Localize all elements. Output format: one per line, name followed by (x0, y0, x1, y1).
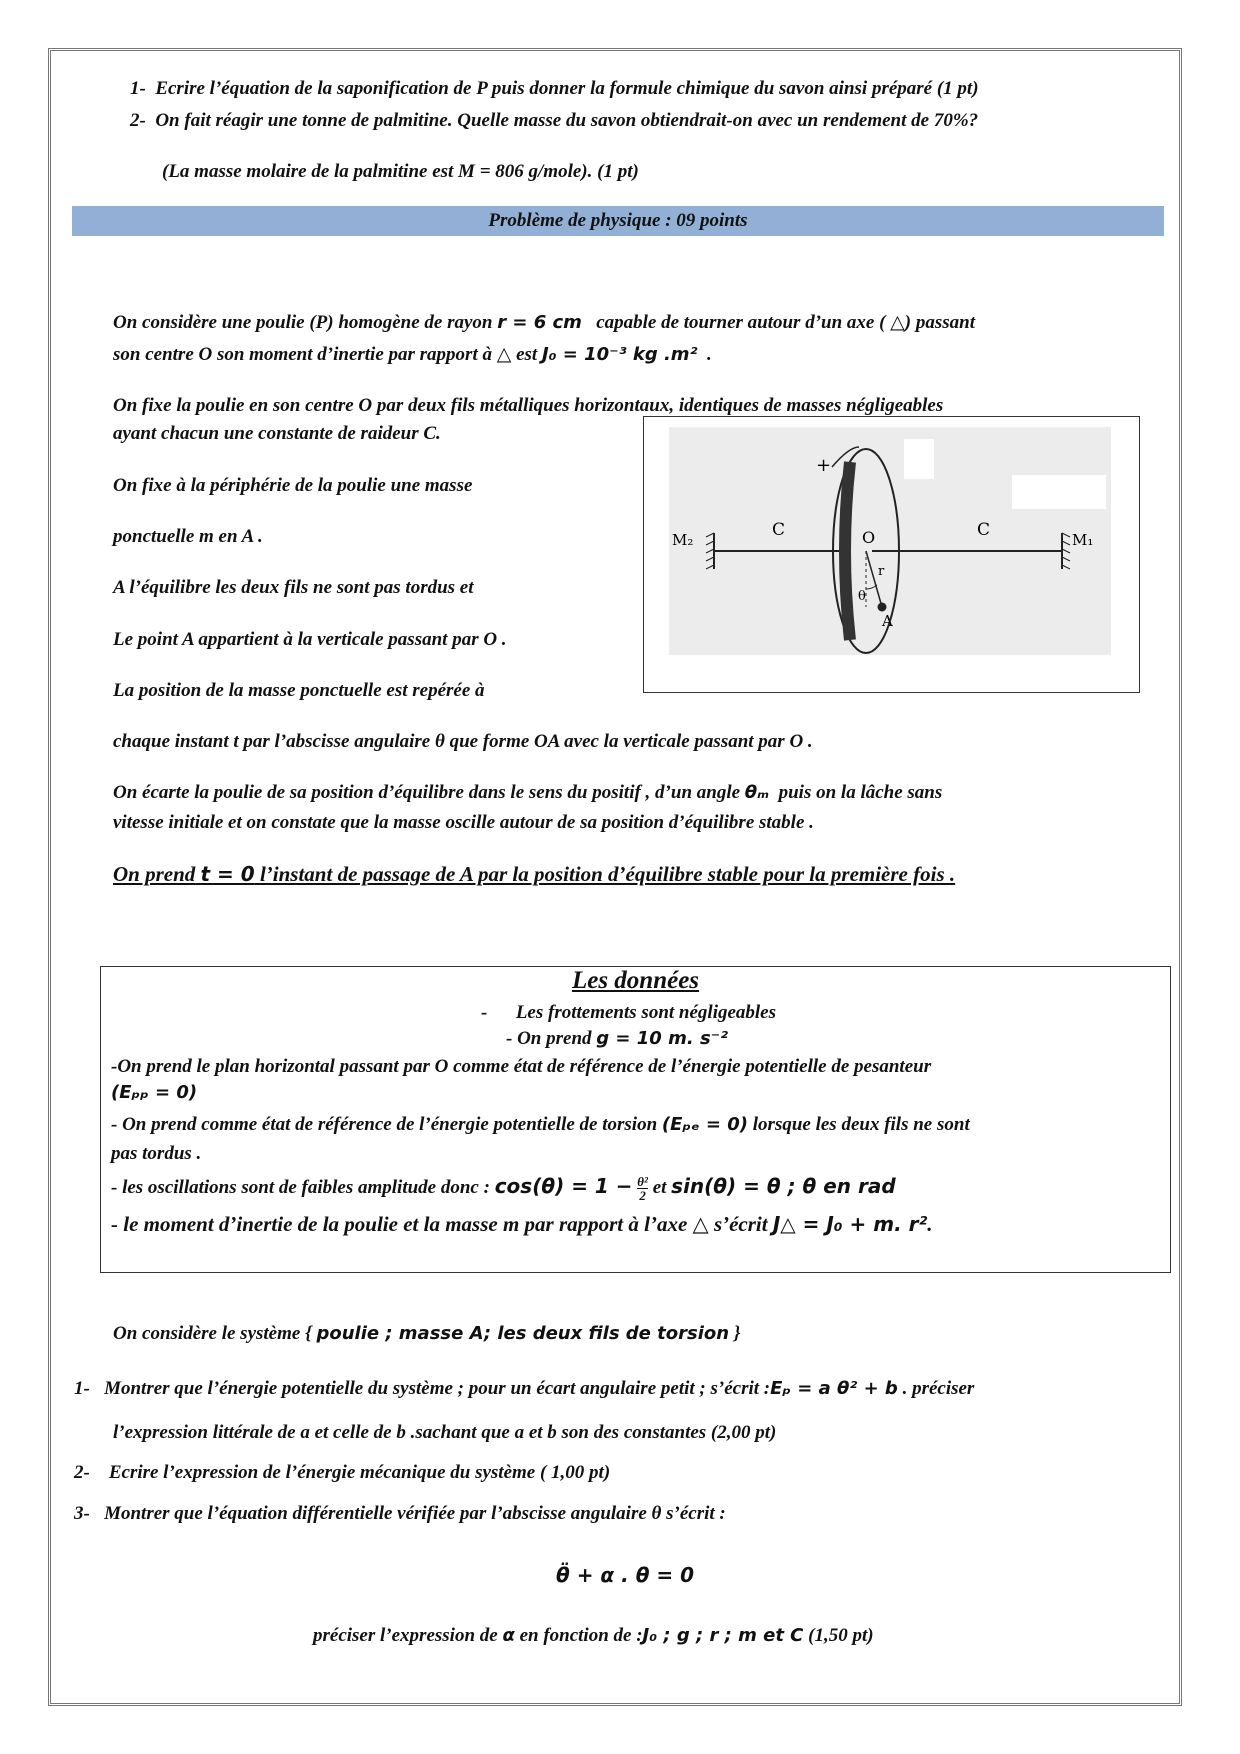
data-line-4: (Eₚₚ = 0) (111, 1082, 198, 1103)
intro-line-13: On prend t = 0 l’instant de passage de A par la position d’équilibre stable pour la première fois . (113, 862, 956, 886)
r-label: r (878, 564, 885, 579)
data-line-2: - On prend g = 10 m. s⁻² (506, 1028, 729, 1049)
header-question-2: 2- On fait réagir une tonne de palmitine. Quelle masse du savon obtiendrait-on avec un rendement de 70%? (130, 110, 979, 131)
intro-line-12: vitesse initiale et on constate que la masse oscille autour de sa position d’équilibre stable . (113, 812, 814, 833)
intro-line-11: On écarte la poulie de sa position d’équilibre dans le sens du positif , d’un angle θₘ puis on la lâche sans (113, 782, 943, 803)
intro-line-3: On fixe la poulie en son centre O par deux fils métalliques horizontaux, identiques de masses négligeables (113, 395, 944, 416)
differential-equation: θ̈ + α . θ = 0 (556, 1563, 695, 1587)
data-line-7: - les oscillations sont de faibles amplitude donc : cos(θ) = 1 − $\frac{\text{θ²}}{2}$ et sin(θ) = θ ; θ en rad (111, 1174, 896, 1204)
fraction: $\frac{\text{θ²}}{2}$ (637, 1174, 648, 1204)
theta-label: θ (858, 589, 866, 604)
section-banner: Problème de physique : 09 points (72, 206, 1164, 236)
mass-point-a (878, 603, 887, 612)
data-line-3: -On prend le plan horizontal passant par O comme état de référence de l’énergie potentielle de pesanteur (111, 1056, 932, 1077)
figure-mask-1 (904, 439, 934, 479)
molar-note: (La masse molaire de la palmitine est M = 806 g/mole). (1 pt) (162, 161, 639, 182)
data-title: Les données (571, 967, 700, 994)
header-question-1: 1- Ecrire l’équation de la saponification de P puis donner la formule chimique du savon ainsi préparé (1 pt) (130, 78, 979, 99)
pulley-figure (643, 416, 1140, 693)
intro-line-5: On fixe à la périphérie de la poulie une masse (113, 475, 473, 496)
question-3: 3- Montrer que l’équation différentielle vérifiée par l’abscisse angulaire θ s’écrit : (74, 1503, 726, 1524)
c-right-label: C (977, 520, 991, 540)
intro-line-8: Le point A appartient à la verticale passant par O . (113, 629, 507, 650)
intro-line-2: son centre O son moment d’inertie par rapport à △ est J₀ = 10⁻³ kg .m² . (113, 344, 712, 365)
data-line-1: - Les frottements sont négligeables (481, 1002, 777, 1023)
m2-label: M₂ (672, 531, 694, 549)
question-1-cont: l’expression littérale de a et celle de b .sachant que a et b son des constantes (2,00 pt) (113, 1422, 777, 1443)
system-line: On considère le système { poulie ; masse A; les deux fils de torsion } (113, 1323, 741, 1344)
intro-line-9: La position de la masse ponctuelle est repérée à (113, 680, 485, 701)
a-label: A (882, 612, 893, 630)
pulley-rim (845, 462, 850, 640)
c-left-label: C (772, 520, 786, 540)
intro-line-6: ponctuelle m en A . (113, 526, 263, 547)
intro-line-7: A l’équilibre les deux fils ne sont pas tordus et (113, 577, 474, 598)
data-box (100, 966, 1171, 1273)
question-2: 2- Ecrire l’expression de l’énergie mécanique du système ( 1,00 pt) (74, 1462, 611, 1483)
data-line-5: - On prend comme état de référence de l’énergie potentielle de torsion (Eₚₑ = 0) lorsque les deux fils ne sont (111, 1114, 970, 1135)
intro-line-1: On considère une poulie (P) homogène de rayon r = 6 cm capable de tourner autour d’un axe ( △) passant (113, 312, 975, 333)
data-line-8: - le moment d’inertie de la poulie et la masse m par rapport à l’axe △ s’écrit J△ = J₀ + m. r². (111, 1212, 933, 1236)
intro-line-4: ayant chacun une constante de raideur C. (113, 423, 441, 444)
pulley-diagram (644, 417, 1138, 691)
plus-label: + (816, 455, 832, 476)
data-line-6: pas tordus . (111, 1143, 202, 1164)
question-1: 1- Montrer que l’énergie potentielle du système ; pour un écart angulaire petit ; s’écrit :Eₚ = a θ² + b . préciser (74, 1378, 975, 1399)
o-label: O (862, 528, 876, 547)
last-line: préciser l’expression de α en fonction de :J₀ ; g ; r ; m et C (1,50 pt) (313, 1625, 874, 1646)
intro-line-10: chaque instant t par l’abscisse angulaire θ que forme OA avec la verticale passant par O . (113, 731, 813, 752)
figure-mask-2 (1012, 475, 1106, 509)
m1-label: M₁ (1072, 531, 1094, 549)
